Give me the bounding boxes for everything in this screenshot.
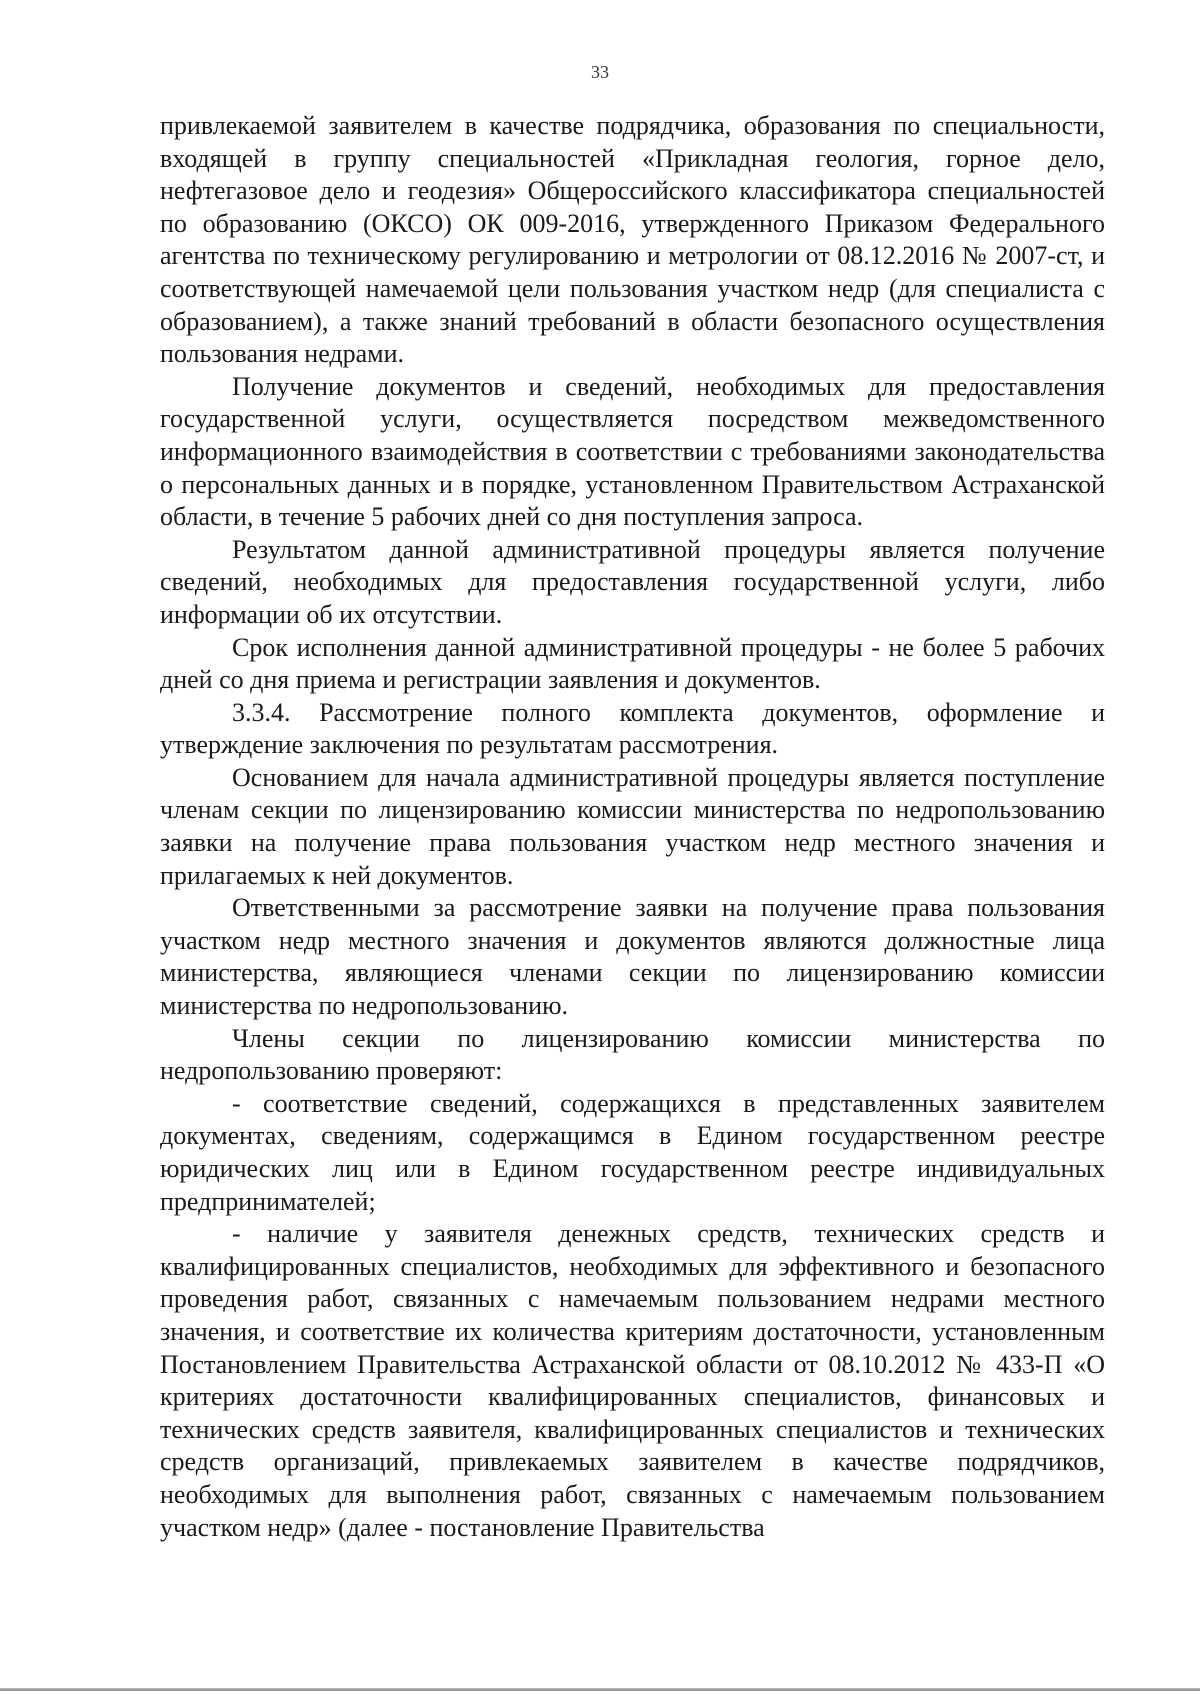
section-heading-3-3-4: 3.3.4. Рассмотрение полного комплекта документов, оформление и утверждение заключения по результатам рассмотрения. bbox=[160, 697, 1105, 760]
list-item-resources: - наличие у заявителя денежных средств, технических средств и квалифицированных специалистов, необходимых для эффективного и безопасного проведения работ, связанных с намечаемым пользованием недрами местного значения, и соответствие их количества критериям достаточности, установленным Постановлением Правительства Астраханской области от 08.10.2012 № 433-П «О критериях достаточности квалифицированных специалистов, финансовых и технических средств заявителя, квалифицированных специалистов и технических средств организаций, привлекаемых заявителем в качестве подрядчиков, необходимых для выполнения работ, связанных с намечаемым пользованием участком недр» (далее - постановление Правительства bbox=[160, 1219, 1105, 1542]
page-number: 33 bbox=[591, 62, 609, 82]
paragraph-responsible-persons: Ответственными за рассмотрение заявки на получение права пользования участком недр местного значения и документов являются должностные лица министерства, являющиеся членами секции по лицензированию комиссии министерства по недропользованию. bbox=[160, 893, 1105, 1021]
paragraph-members-check: Члены секции по лицензированию комиссии министерства по недропользованию проверяют: bbox=[160, 1023, 1105, 1086]
paragraph-continuation: привлекаемой заявителем в качестве подрядчика, образования по специальности, входящей в группу специальностей «Прикладная геология, горное дело, нефтегазовое дело и геодезия» Общероссийского классификатора специальностей по образованию (ОКСО) ОК 009-2016, утвержденного Приказом Федерального агентства по техническому регулированию и метрологии от 08.12.2016 № 2007-ст, и соответствующей намечаемой цели пользования участком недр (для специалиста с образованием), а также знаний требований в области безопасного осуществления пользования недрами. bbox=[160, 111, 1105, 369]
paragraph-documents-receipt: Получение документов и сведений, необходимых для предоставления государственной услуги, осуществляется посредством межведомственного информационного взаимодействия в соответствии с требованиями законодательства о персональных данных и в порядке, установленном Правительством Астраханской области, в течение 5 рабочих дней со дня поступления запроса. bbox=[160, 371, 1105, 532]
list-item-conformity: - соответствие сведений, содержащихся в представленных заявителем документах, сведениям, содержащимся в Едином государственном реестре юридических лиц или в Едином государственном реестре индивидуальных предпринимателей; bbox=[160, 1088, 1105, 1216]
paragraph-procedure-result: Результатом данной административной процедуры является получение сведений, необходимых для предоставления государственной услуги, либо информации об их отсутствии. bbox=[160, 534, 1105, 629]
paragraph-procedure-deadline: Срок исполнения данной административной процедуры - не более 5 рабочих дней со дня приема и регистрации заявления и документов. bbox=[160, 632, 1105, 695]
document-body bbox=[160, 110, 1105, 1544]
paragraph-procedure-basis: Основанием для начала административной процедуры является поступление членам секции по лицензированию комиссии министерства по недропользованию заявки на получение права пользования участком недр местного значения и прилагаемых к ней документов. bbox=[160, 762, 1105, 890]
scan-bottom-edge bbox=[0, 1688, 1200, 1691]
